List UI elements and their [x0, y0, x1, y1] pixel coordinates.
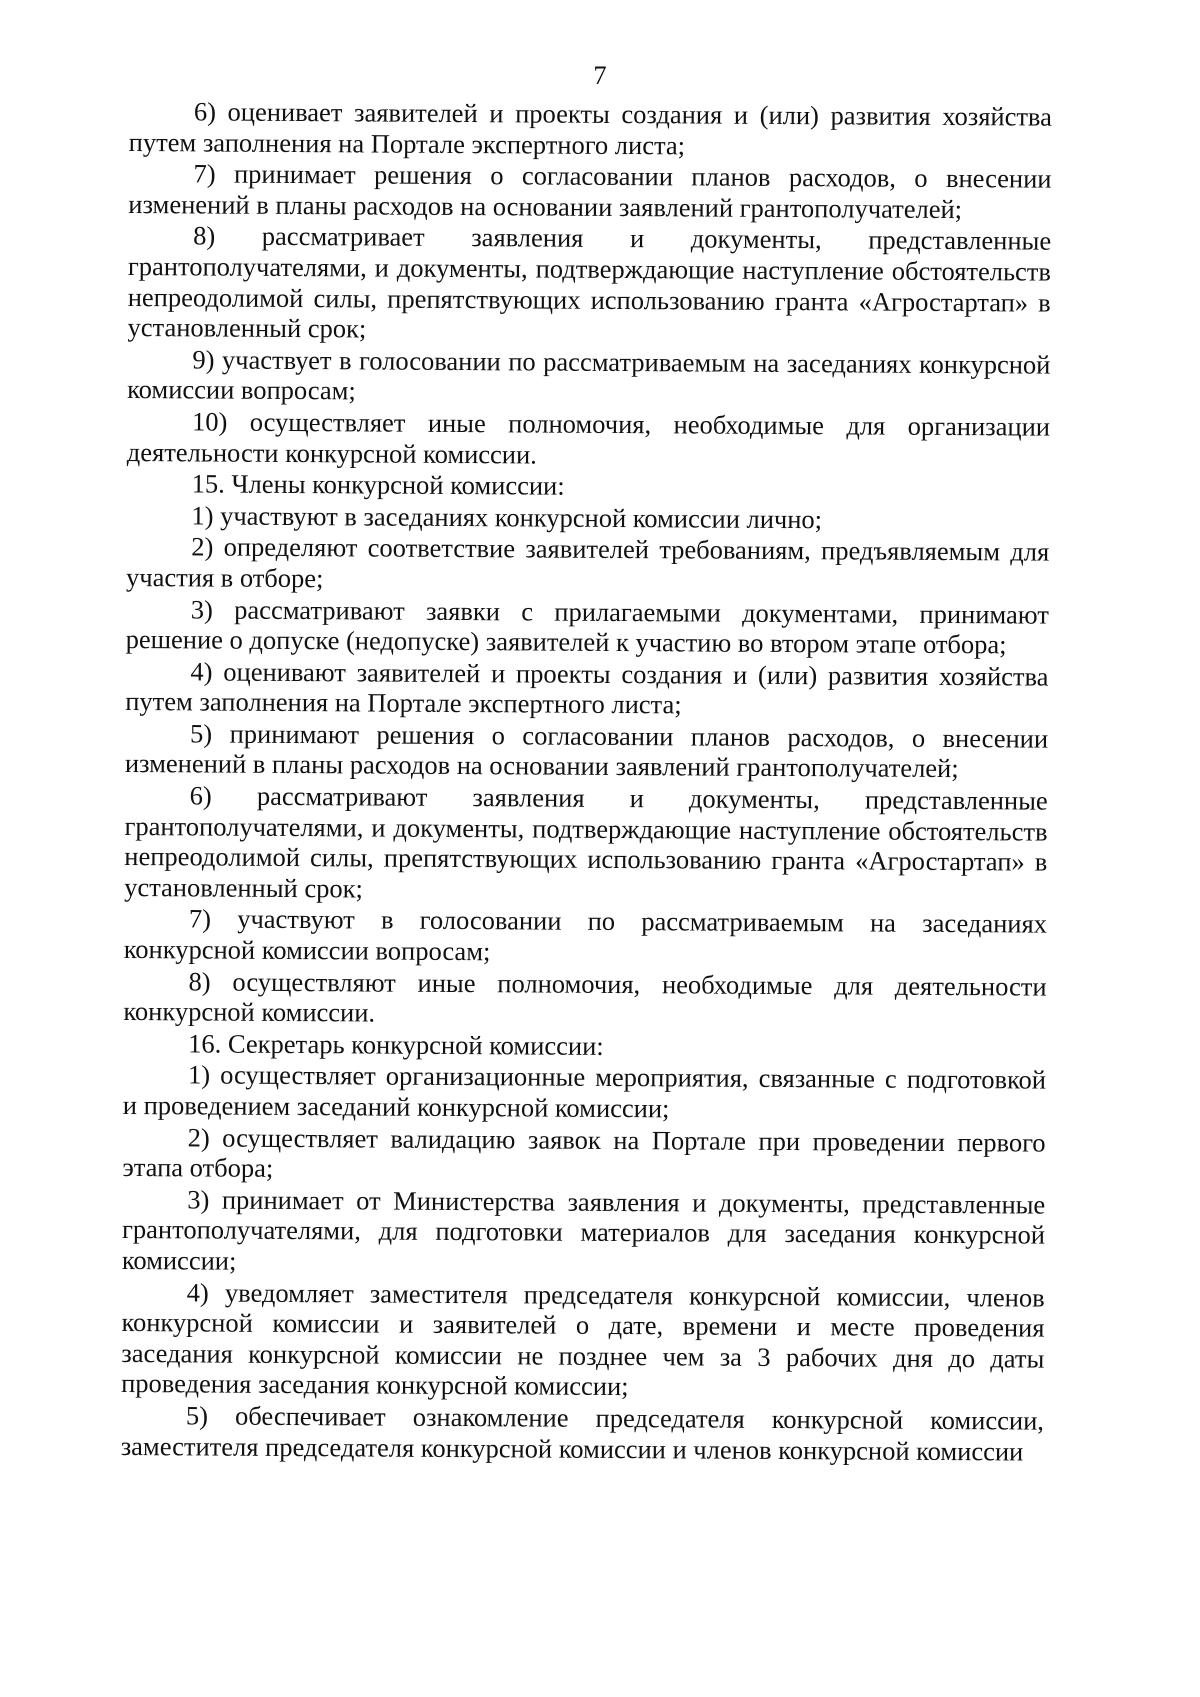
- paragraph: 9) участвует в голосовании по рассматриваемым на заседаниях конкурсной комиссии вопросам;: [127, 344, 1051, 406]
- paragraph: 5) принимают решения о согласовании планов расходов, о внесении изменений в планы расходов на основании заявлений грантополучателей;: [124, 718, 1049, 784]
- paragraph: 1) осуществляет организационные мероприятия, связанные с подготовкой и проведением заседаний конкурсной комиссии;: [122, 1059, 1047, 1124]
- section-heading: 16. Секретарь конкурсной комиссии:: [188, 1028, 604, 1061]
- document-body: [121, 96, 1052, 1468]
- section-heading: 15. Члены конкурсной комиссии:: [191, 468, 565, 501]
- paragraph: 4) оценивают заявителей и проекты создания и (или) развития хозяйства путем заполнения на Портале экспертного листа;: [125, 656, 1049, 720]
- paragraph: 3) принимает от Министерства заявления и документы, представленные грантополучателями, для подготовки материалов для заседания конкурсной комиссии;: [121, 1184, 1046, 1276]
- paragraph: 2) определяют соответствие заявителей требованиям, предъявляемым для участия в отборе;: [125, 531, 1050, 594]
- paragraph: 7) принимает решения о согласовании планов расходов, о внесении изменений в планы расходов на основании заявлений грантополучателей;: [128, 158, 1052, 224]
- paragraph: 8) осуществляют иные полномочия, необходимые для деятельности конкурсной комиссии.: [123, 966, 1047, 1028]
- paragraph: 6) оценивает заявителей и проекты создания и (или) развития хозяйства путем заполнения на Портале экспертного листа;: [128, 96, 1052, 160]
- paragraph: 1) участвуют в заседаниях конкурсной комиссии лично;: [191, 500, 823, 534]
- page-number: 7: [593, 60, 607, 90]
- paragraph: 6) рассматривают заявления и документы, представленные грантополучателями, и документы, подтверждающие наступление обстоятельств непреодолимой силы, препятствующих использованию гранта «Агростартап» в установленный срок;: [124, 780, 1048, 904]
- paragraph: 7) участвуют в голосовании по рассматриваемым на заседаниях конкурсной комиссии вопросам;: [123, 903, 1048, 967]
- paragraph: 2) осуществляет валидацию заявок на Портале при проведении первого этапа отбора;: [122, 1121, 1046, 1184]
- paragraph: 4) уведомляет заместителя председателя конкурсной комиссии, членов конкурсной комиссии и заявителей о дате, времени и месте проведения заседания конкурсной комиссии не позднее чем за 3 рабочих дня до даты проведения заседания конкурсной комиссии;: [121, 1276, 1045, 1402]
- paragraph: 5) обеспечивает ознакомление председателя конкурсной комиссии, заместителя председателя конкурсной комиссии и членов конкурсной комиссии: [120, 1400, 1045, 1467]
- paragraph: 8) рассматривает заявления и документы, представленные грантополучателями, и документы, подтверждающие наступление обстоятельств непреодолимой силы, препятствующих использованию гранта «Агростартап» в установленный срок;: [127, 220, 1052, 344]
- paragraph: 10) осуществляет иные полномочия, необходимые для организации деятельности конкурсной комиссии.: [126, 406, 1051, 470]
- paragraph: 3) рассматривают заявки с прилагаемыми документами, принимают решение о допуске (недопуске) заявителей к участию во втором этапе отбора;: [125, 593, 1049, 660]
